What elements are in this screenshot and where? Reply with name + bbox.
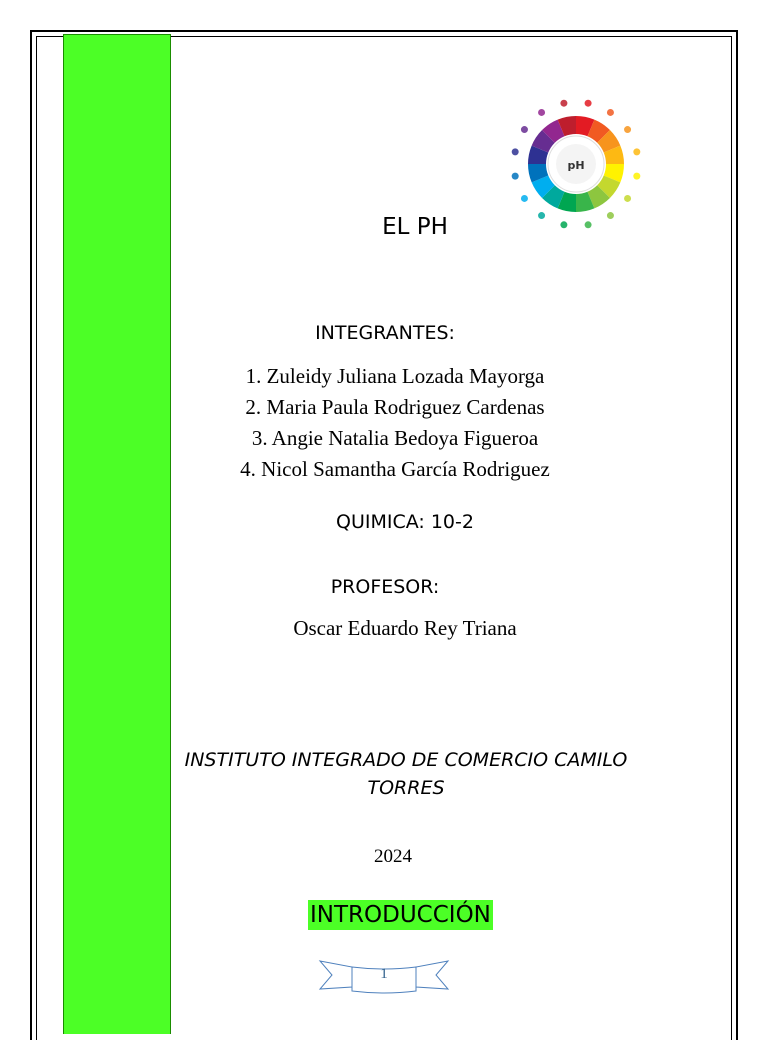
members-heading: INTEGRANTES: [315, 322, 455, 344]
members-list [200, 361, 590, 485]
ph-wheel-sample-icon [512, 173, 519, 180]
teacher-name: Oscar Eduardo Rey Triana [293, 616, 517, 640]
list-item: 2. Maria Paula Rodriguez Cardenas [245, 395, 545, 419]
year: 2024 [374, 846, 412, 867]
list-item: 4. Nicol Samantha García Rodriguez [240, 457, 550, 481]
ph-wheel-sample-icon [585, 100, 592, 107]
ph-wheel-sample-icon [521, 195, 528, 202]
course-label: QUIMICA: 10-2 [336, 511, 474, 533]
section-heading-introduccion: INTRODUCCIÓN [310, 902, 491, 928]
ph-wheel-sample-icon [538, 212, 545, 219]
green-side-bar [63, 34, 171, 1034]
ph-wheel-sample-icon [585, 221, 592, 228]
teacher-heading: PROFESOR: [330, 576, 440, 598]
ph-wheel-sample-icon [538, 109, 545, 116]
ph-wheel-label: pH [567, 159, 585, 172]
document-title: EL PH [382, 214, 448, 240]
ph-wheel-sample-icon [512, 148, 519, 155]
ph-wheel-sample-icon [560, 100, 567, 107]
ph-wheel-sample-icon [633, 173, 640, 180]
ph-wheel-sample-icon [521, 126, 528, 133]
school-name: INSTITUTO INTEGRADO DE COMERCIO CAMILO TORRES [184, 749, 628, 799]
ph-wheel-sample-icon [607, 109, 614, 116]
ph-scale-wheel-icon [486, 92, 664, 240]
ph-wheel-sample-icon [607, 212, 614, 219]
list-item: 3. Angie Natalia Bedoya Figueroa [251, 426, 539, 450]
ph-wheel-sample-icon [633, 148, 640, 155]
ph-wheel-sample-icon [624, 195, 631, 202]
list-item: 1. Zuleidy Juliana Lozada Mayorga [245, 364, 545, 388]
ph-wheel-sample-icon [560, 221, 567, 228]
ph-wheel-sample-icon [624, 126, 631, 133]
page-number: 1 [380, 966, 388, 982]
